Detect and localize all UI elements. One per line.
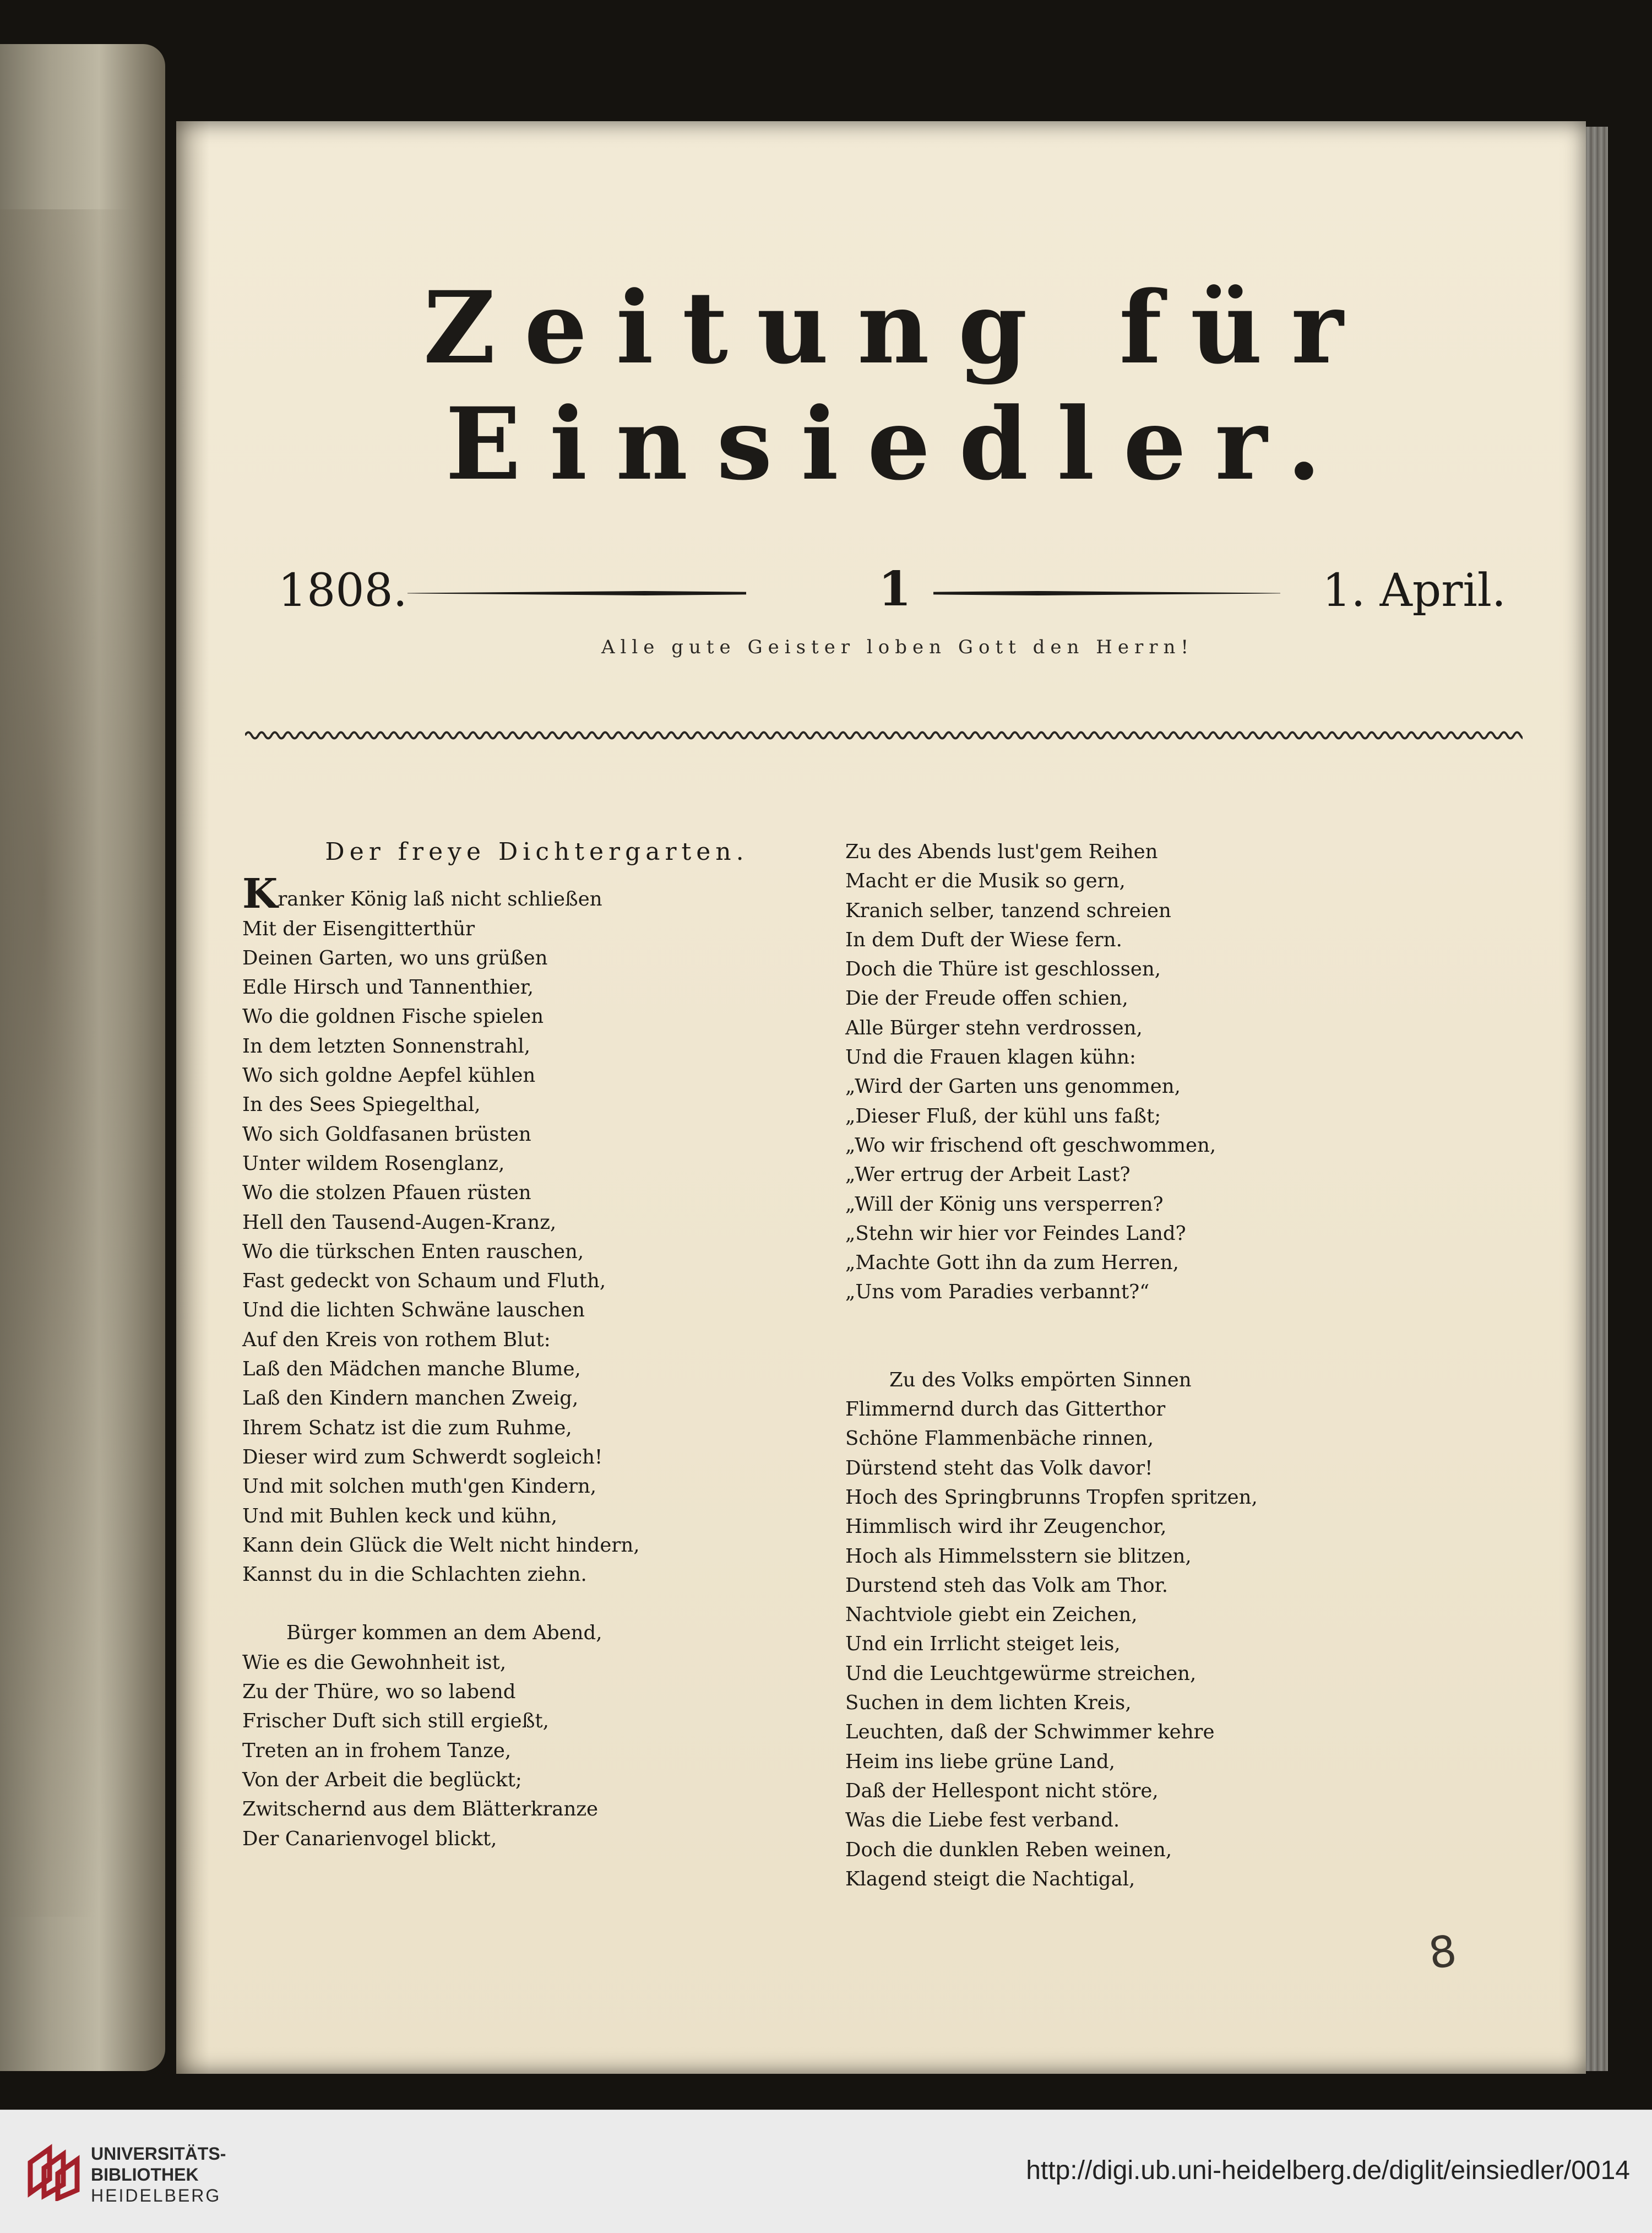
- wavy-divider: [245, 727, 1523, 744]
- left-stanza-2: [242, 1648, 832, 1853]
- poem-line: Der Canarienvogel blickt,: [242, 1827, 497, 1850]
- poem-line: Dieser wird zum Schwerdt sogleich!: [242, 1445, 603, 1468]
- poem-line: Doch die dunklen Reben weinen,: [845, 1838, 1172, 1861]
- newspaper-title: Zeitung für Einsiedler.: [423, 270, 1372, 502]
- poem-line: „Dieser Fluß, der kühl uns faßt;: [845, 1104, 1161, 1128]
- poem-line: Macht er die Musik so gern,: [845, 870, 1126, 893]
- right-stanza-2: [845, 1395, 1462, 1894]
- poem-line: Hell den Tausend-Augen-Kranz,: [242, 1211, 557, 1234]
- left-page-edge: [0, 44, 165, 2071]
- poem-line: Treten an in frohem Tanze,: [242, 1739, 512, 1762]
- poem-line: Von der Arbeit die beglückt;: [242, 1768, 522, 1791]
- issue-date: 1. April.: [1322, 565, 1506, 617]
- poem-line: Wo sich goldne Aepfel kühlen: [242, 1064, 536, 1087]
- poem-line: Und mit Buhlen keck und kühn,: [242, 1504, 558, 1527]
- motto: Alle gute Geister loben Gott den Herrn!: [601, 636, 1194, 658]
- poem-line: „Uns vom Paradies verbannt?“: [845, 1281, 1150, 1304]
- stanza-opening-line: Bürger kommen an dem Abend,: [286, 1622, 602, 1645]
- library-name: UNIVERSITÄTS- BIBLIOTHEK HEIDELBERG: [91, 2144, 226, 2205]
- poem-line: In dem Duft der Wiese fern.: [845, 928, 1122, 951]
- poem-line: Hoch des Springbrunns Tropfen spritzen,: [845, 1486, 1258, 1509]
- left-stanza-1: [242, 914, 832, 1590]
- poem-line: In dem letzten Sonnenstrahl,: [242, 1034, 531, 1058]
- poem-line: Daß der Hellespont nicht störe,: [845, 1779, 1159, 1802]
- poem-line: Auf den Kreis von rothem Blut:: [242, 1328, 551, 1351]
- poem-line: „Wo wir frischend oft geschwommen,: [845, 1134, 1216, 1157]
- poem-line: Edle Hirsch und Tannenthier,: [242, 976, 534, 999]
- poem-line: Hoch als Himmelsstern sie blitzen,: [845, 1544, 1192, 1568]
- poem-line: Und die Frauen klagen kühn:: [845, 1046, 1136, 1069]
- poem-line: Flimmernd durch das Gitterthor: [845, 1398, 1166, 1421]
- issue-year: 1808.: [278, 565, 407, 617]
- handwritten-page-number: 8: [1425, 1926, 1460, 1980]
- poem-column-right: [845, 837, 1462, 1894]
- poem-line: Unter wildem Rosenglanz,: [242, 1152, 505, 1175]
- poem-line: Und mit solchen muth'gen Kindern,: [242, 1475, 597, 1498]
- poem-line: Nachtviole giebt ein Zeichen,: [845, 1603, 1138, 1627]
- poem-line: Klagend steigt die Nachtigal,: [845, 1867, 1135, 1890]
- poem-line: „Machte Gott ihn da zum Herren,: [845, 1251, 1179, 1275]
- poem-line: „Wer ertrug der Arbeit Last?: [845, 1163, 1131, 1186]
- poem-line: Frischer Duft sich still ergießt,: [242, 1710, 549, 1733]
- poem-line: Laß den Kindern manchen Zweig,: [242, 1387, 579, 1410]
- poem-line: Wo die türkschen Enten rauschen,: [242, 1240, 584, 1263]
- poem-line: Und die lichten Schwäne lauschen: [242, 1299, 585, 1322]
- poem-line: Fast gedeckt von Schaum und Fluth,: [242, 1270, 606, 1293]
- poem-line: Laß den Mädchen manche Blume,: [242, 1358, 581, 1381]
- right-stanza-1: [845, 837, 1462, 1307]
- newspaper-page: [176, 121, 1586, 2074]
- poem-line: Die der Freude offen schien,: [845, 987, 1128, 1010]
- poem-line: Alle Bürger stehn verdrossen,: [845, 1016, 1143, 1039]
- poem-column-left: [242, 837, 832, 1853]
- poem-line: Suchen in dem lichten Kreis,: [845, 1692, 1132, 1715]
- poem-line: Himmlisch wird ihr Zeugenchor,: [845, 1515, 1167, 1538]
- poem-line: „Stehn wir hier vor Feindes Land?: [845, 1222, 1186, 1245]
- poem-line: „Wird der Garten uns genommen,: [845, 1075, 1181, 1098]
- poem-line: Zu der Thüre, wo so labend: [242, 1681, 516, 1704]
- poem-line: In des Sees Spiegelthal,: [242, 1093, 481, 1116]
- poem-line: Wo sich Goldfasanen brüsten: [242, 1123, 531, 1146]
- poem-line: Kranich selber, tanzend schreien: [845, 899, 1171, 922]
- poem-line: Und die Leuchtgewürme streichen,: [845, 1662, 1197, 1685]
- poem-line: Doch die Thüre ist geschlossen,: [845, 958, 1161, 981]
- poem-line: Was die Liebe fest verband.: [845, 1809, 1120, 1832]
- stanza-opening-line: Zu des Volks empörten Sinnen: [889, 1368, 1192, 1391]
- poem-line: Deinen Garten, wo uns grüßen: [242, 946, 548, 969]
- poem-line: Und ein Irrlicht steiget leis,: [845, 1633, 1121, 1656]
- poem-line: Kann dein Glück die Welt nicht hindern,: [242, 1533, 640, 1557]
- poem-line: Wo die stolzen Pfauen rüsten: [242, 1181, 531, 1205]
- poem-line: Zu des Abends lust'gem Reihen: [845, 841, 1158, 863]
- dateline-rule-right: [933, 591, 1280, 595]
- poem-line: Kannst du in die Schlachten ziehn.: [242, 1563, 587, 1586]
- issue-number: 1: [878, 561, 911, 617]
- poem-line: Leuchten, daß der Schwimmer kehre: [845, 1721, 1215, 1744]
- library-logo-icon: [22, 2140, 83, 2201]
- dateline: [278, 561, 1506, 631]
- poem-line: Wie es die Gewohnheit ist,: [242, 1651, 507, 1674]
- poem-line: Heim ins liebe grüne Land,: [845, 1750, 1116, 1773]
- poem-line: Durstend steh das Volk am Thor.: [845, 1574, 1168, 1597]
- poem-heading: Der freye Dichtergarten.: [325, 838, 749, 866]
- drop-cap: K: [242, 870, 278, 918]
- source-url[interactable]: http://digi.ub.uni-heidelberg.de/diglit/einsiedler/0014: [1026, 2156, 1630, 2185]
- library-footer: [0, 2110, 1652, 2233]
- dateline-rule-left: [407, 591, 746, 595]
- poem-line: Schöne Flammenbäche rinnen,: [845, 1427, 1154, 1450]
- poem-line: Ihrem Schatz ist die zum Ruhme,: [242, 1416, 572, 1439]
- poem-first-line: Kranker König laß nicht schließen: [242, 870, 602, 918]
- poem-line: Dürstend steht das Volk davor!: [845, 1456, 1153, 1479]
- poem-line: „Will der König uns versperren?: [845, 1193, 1164, 1216]
- poem-line: Zwitschernd aus dem Blätterkranze: [242, 1798, 599, 1821]
- poem-line: Wo die goldnen Fische spielen: [242, 1005, 544, 1028]
- poem-line: Mit der Eisengitterthür: [242, 917, 475, 940]
